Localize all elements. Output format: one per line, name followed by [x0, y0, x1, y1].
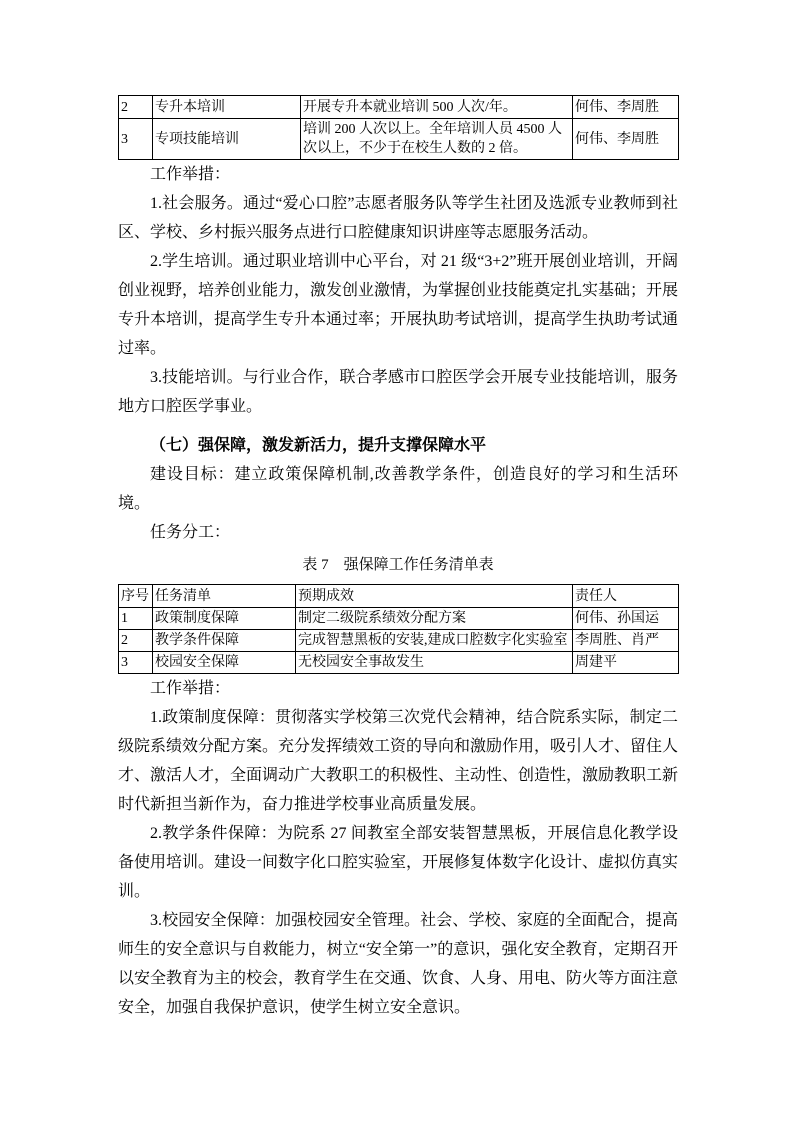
header-effect: 预期成效 — [296, 585, 573, 608]
cell-task: 校园安全保障 — [153, 652, 296, 674]
table-row — [119, 96, 679, 119]
cell-index: 2 — [119, 96, 153, 119]
cell-owner: 何伟、孙国运 — [573, 608, 679, 630]
cell-effect: 完成智慧黑板的安装,建成口腔数字化实验室 — [296, 630, 573, 652]
training-task-table — [118, 95, 679, 160]
cell-owner: 周建平 — [573, 652, 679, 674]
guarantee-task-table — [118, 584, 679, 674]
cell-owner: 何伟、李周胜 — [573, 96, 679, 119]
cell-owner: 李周胜、肖严 — [573, 630, 679, 652]
header-owner: 责任人 — [573, 585, 679, 608]
header-task: 任务清单 — [153, 585, 296, 608]
table-row — [119, 119, 679, 160]
cell-effect: 开展专升本就业培训 500 人次/年。 — [301, 96, 573, 119]
cell-index: 3 — [119, 119, 153, 160]
cell-task: 政策制度保障 — [153, 608, 296, 630]
cell-owner: 何伟、李周胜 — [573, 119, 679, 160]
task-division-label: 任务分工： — [150, 524, 231, 541]
paragraph-teaching-condition: 2.教学条件保障：为院系 27 间教室全部安装智慧黑板，开展信息化教学设备使用培训。建设一间数字化口腔实验室，开展修复体数字化设计、虚拟仿真实训。 — [118, 825, 679, 900]
cell-index: 2 — [119, 630, 153, 652]
paragraph-social-service: 1.社会服务。通过“爱心口腔”志愿者服务队等学生社团及选派专业教师到社区、学校、乡村振兴服务点进行口腔健康知识讲座等志愿服务活动。 — [118, 195, 678, 241]
table-row — [119, 608, 679, 630]
paragraph-policy-guarantee: 1.政策制度保障：贯彻落实学校第三次党代会精神，结合院系实际，制定二级院系绩效分配方案。充分发挥绩效工资的导向和激励作用，吸引人才、留住人才、激活人才，全面调动广大教职工的积极性、主动性、创造性，激励教职工新时代新担当新作为，奋力推进学校事业高质量发展。 — [118, 709, 679, 813]
cell-effect: 制定二级院系绩效分配方案 — [296, 608, 573, 630]
cell-task: 专项技能培训 — [153, 119, 301, 160]
section-heading: （七）强保障，激发新活力，提升支撑保障水平 — [150, 437, 487, 454]
paragraph-student-training: 2.学生培训。通过职业培训中心平台，对 21 级“3+2”班开展创业培训，开阔创业视野，培养创业能力，激发创业激情，为掌握创业技能奠定扎实基础；开展专升本培训，提高学生专升本通过率；开展执助考试培训，提高学生执助考试通过率。 — [118, 253, 679, 357]
cell-effect: 无校园安全事故发生 — [296, 652, 573, 674]
paragraph-campus-safety: 3.校园安全保障：加强校园安全管理。社会、学校、家庭的全面配合，提高师生的安全意识与自救能力，树立“安全第一”的意识，强化安全教育，定期召开以安全教育为主的校会，教育学生在交通、饮食、人身、用电、防火等方面注意安全，加强自我保护意识，使学生树立安全意识。 — [118, 912, 679, 1016]
table-row — [119, 630, 679, 652]
paragraph-skill-training: 3.技能培训。与行业合作，联合孝感市口腔医学会开展专业技能培训，服务地方口腔医学事业。 — [118, 369, 678, 415]
cell-index: 3 — [119, 652, 153, 674]
table-row — [119, 652, 679, 674]
table-caption: 表 7 强保障工作任务清单表 — [302, 557, 494, 573]
header-index: 序号 — [119, 585, 153, 608]
measures-label: 工作举措： — [150, 680, 231, 697]
construction-goal: 建设目标：建立政策保障机制,改善教学条件，创造良好的学习和生活环境。 — [118, 466, 678, 512]
cell-task: 专升本培训 — [153, 96, 301, 119]
cell-index: 1 — [119, 608, 153, 630]
table-header-row — [119, 585, 679, 608]
cell-effect: 培训 200 人次以上。全年培训人员 4500 人次以上，不少于在校生人数的 2 倍。 — [301, 119, 573, 160]
measures-label: 工作举措： — [150, 166, 231, 183]
cell-task: 教学条件保障 — [153, 630, 296, 652]
